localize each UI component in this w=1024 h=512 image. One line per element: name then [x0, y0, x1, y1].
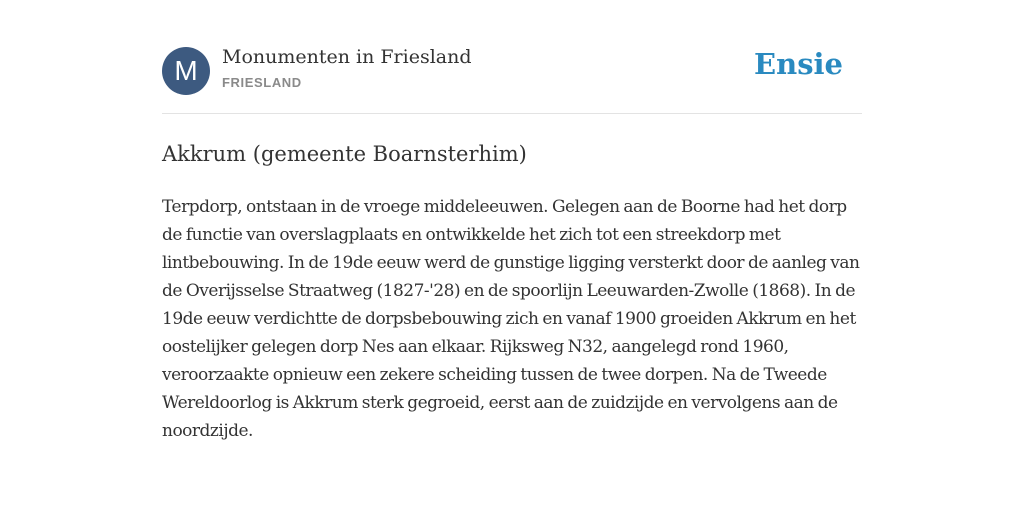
ensie-logo[interactable]: Ensie: [754, 47, 843, 81]
article-title: Akkrum (gemeente Boarnsterhim): [162, 142, 527, 166]
source-subtitle: FRIESLAND: [222, 75, 302, 90]
entry-card: [162, 0, 862, 445]
entry-header: [162, 0, 862, 114]
source-avatar[interactable]: M: [162, 47, 210, 95]
source-title-link[interactable]: Monumenten in Friesland: [222, 46, 472, 68]
article-body: Terpdorp, ontstaan in de vroege middeleeuwen. Gelegen aan de Boorne had het dorp de functie van overslagplaats en ontwikkelde het zich tot een streekdorp met lintbebouwing. In de 19de eeuw werd de gunstige ligging versterkt door de aanleg van de Overijsselse Straatweg (1827-'28) en de spoorlijn Leeuwarden-Zwolle (1868). In de 19de eeuw verdichtte de dorpsbebouwing zich en vanaf 1900 groeiden Akkrum en het oostelijker gelegen dorp Nes aan elkaar. Rijksweg N32, aangelegd rond 1960, veroorzaakte opnieuw een zekere scheiding tussen de twee dorpen. Na de Tweede Wereldoorlog is Akkrum sterk gegroeid, eerst aan de zuidzijde en vervolgens aan de noordzijde.: [162, 197, 860, 441]
